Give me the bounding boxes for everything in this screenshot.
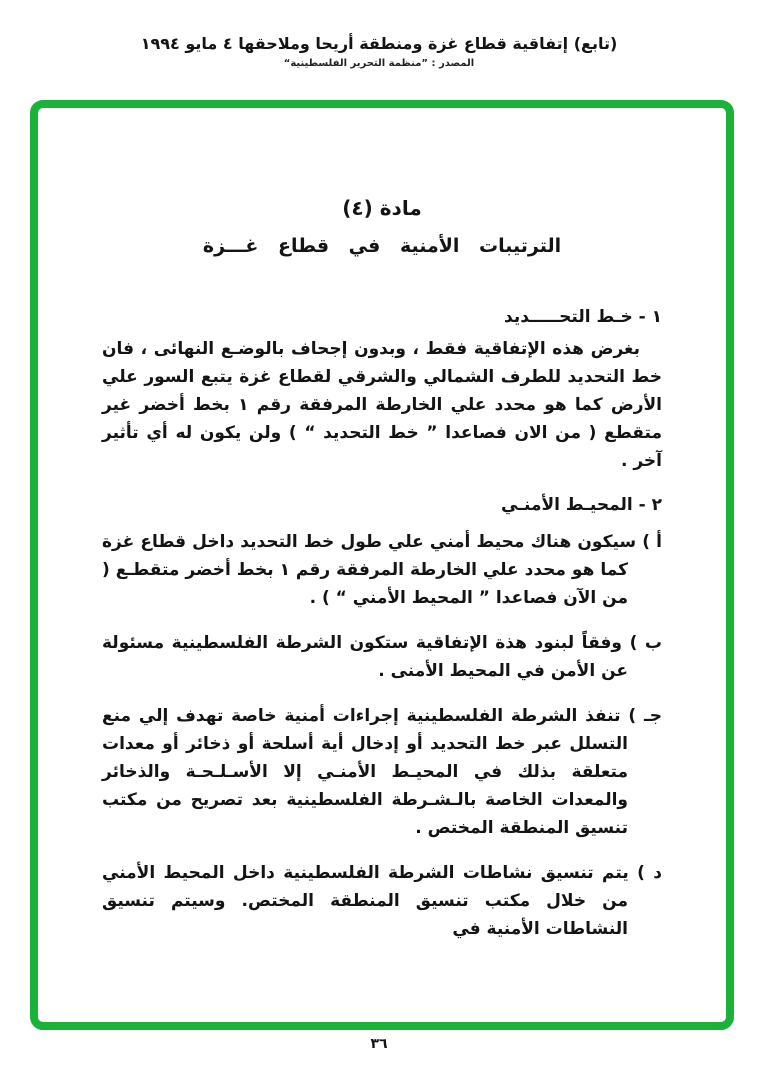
list-item-j-marker: جـ ) <box>620 706 663 726</box>
list-item-d-text: يتم تنسيق نشاطات الشرطة الفلسطينية داخل المحيط الأمني من خلال مكتب تنسيق المنطقة المختص. وسيتم تنسيق النشاطات الأمنية في <box>102 863 629 939</box>
list-item-a-text: سيكون هناك محيط أمني علي طول خط التحديد داخل قطاع غزة كما هو محدد علي الخارطة المرفقة رقم ١ بخط أخضر متقطـع ( من الآن فصاعدا ” المحيط الأمني “ ) . <box>102 532 637 608</box>
section-1-paragraph: بغرض هذه الإتفاقية فقط ، وبدون إجحاف بالوضـع النهائى ، فان خط التحديد للطرف الشمالي والشرقي لقطاع غزة يتبع السور علي الأرض كما هو محدد علي الخارطة المرفقة رقم ١ بخط أخضر غير متقطع ( من الان فصاعدا ” خط التحديد “ ) ولن يكون له أي تأثير آخر . <box>102 339 662 471</box>
section-2-heading: ٢ - المحيـط الأمنـي <box>501 495 662 515</box>
list-item-b <box>102 629 662 685</box>
article-subtitle: الترتيبات الأمنية في قطاع غـــزة <box>202 235 562 257</box>
list-item-a-marker: أ ) <box>636 532 662 552</box>
list-item-b-text: وفقاً لبنود هذة الإتفاقية ستكون الشرطة الفلسطينية مسئولة عن الأمن في المحيط الأمنى . <box>102 633 628 681</box>
list-item-j <box>102 702 662 842</box>
article-title: مادة (٤) <box>342 196 422 220</box>
list-item-b-marker: ب ) <box>622 633 662 653</box>
list-item-a <box>102 528 662 612</box>
document-header-title: (تابع) إتفاقية قطاع غزة ومنطقة أريحا وملاحقها ٤ مايو ١٩٩٤ <box>140 34 618 53</box>
list-item-j-text: تنفذ الشرطة الفلسطينية إجراءات أمنية خاصة تهدف إلي منع التسلل عبر خط التحديد أو إدخال أية أسلحة أو ذخائر أو معدات متعلقة بذلك في المحيـط الأمنـي إلا الأسـلـحـة والذخائر والمعدات الخاصة بالـشـرطة الفلسطينية بعد تصريح من مكتب تنسيق المنطقة المختص . <box>102 706 628 838</box>
document-source-line: المصدر : ”منظمة التحرير الفلسطينية“ <box>283 58 475 69</box>
section-1-heading: ١ - خـط التحـــــديد <box>504 307 662 327</box>
document-header <box>0 34 758 69</box>
green-frame-border <box>30 100 734 1030</box>
list-item-d <box>102 859 662 943</box>
list-item-d-marker: د ) <box>628 863 662 883</box>
article-body <box>38 108 726 1022</box>
page-number: ٣٦ <box>370 1036 388 1052</box>
